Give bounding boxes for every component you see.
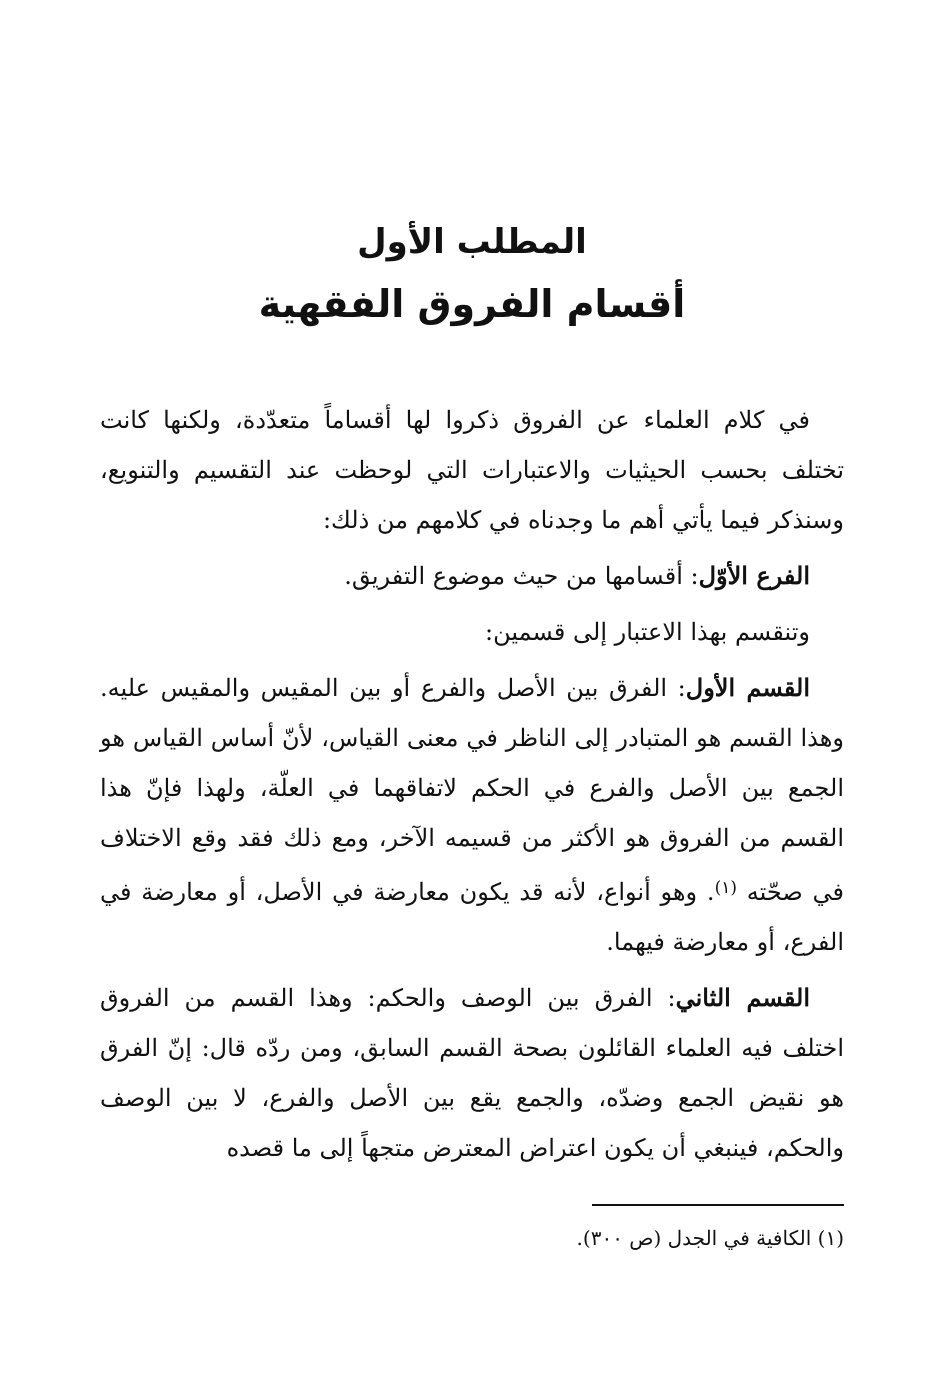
part2-paragraph: [100, 973, 844, 1173]
part2-text: : الفرق بين الوصف والحكم: وهذا القسم من الفروق اختلف فيه العلماء القائلون بصحة القسم السابق، ومن ردّه قال: إنّ الفرق هو نقيض الجمع وضدّه، والجمع يقع بين الأصل والفرع، لا بين الوصف والحكم، فينبغي أن يكون اعتراض المعترض متجهاً إلى ما قصده: [100, 984, 844, 1162]
branch1-paragraph: [100, 551, 844, 601]
footnote-1: (١) الكافية في الجدل (ص ٣٠٠).: [576, 1226, 844, 1250]
part1-lead: القسم الأول: [685, 673, 810, 702]
part1-text-a: : الفرق بين الأصل والفرع أو بين المقيس والمقيس عليه. وهذا القسم هو المتبادر إلى الناظر في معنى القياس، لأنّ أساس القياس هو الجمع بين الأصل والفرع في الحكم لاتفاقهما في العلّة، ولهذا فإنّ هذا القسم من الفروق هو الأكثر من قسيمه الآخر، ومع ذلك فقد وقع الاختلاف في صحّته: [100, 674, 844, 906]
part2-lead: القسم الثاني: [675, 983, 811, 1012]
footnote-divider: [592, 1204, 844, 1206]
divides-paragraph: وتنقسم بهذا الاعتبار إلى قسمين:: [485, 618, 810, 646]
branch1-lead: الفرع الأوّل: [698, 561, 810, 590]
section-title: أقسام الفروق الفقهية: [258, 282, 686, 326]
branch1-text: : أقسامها من حيث موضوع التفريق.: [344, 562, 699, 590]
footnote-reference: (١): [714, 878, 737, 898]
part1-text-b: . وهو أنواع، لأنه قد يكون معارضة في الأصل، أو معارضة في الفرع، أو معارضة فيهما.: [100, 878, 844, 956]
main-text: [100, 395, 844, 1179]
part1-paragraph: [100, 663, 844, 967]
intro-paragraph: في كلام العلماء عن الفروق ذكروا لها أقساماً متعدّدة، ولكنها كانت تختلف بحسب الحيثيات والاعتبارات التي لوحظت عند التقسيم والتنويع، وسنذكر فيما يأتي أهم ما وجدناه في كلامهم من ذلك:: [100, 406, 844, 534]
section-heading: المطلب الأول: [357, 222, 587, 262]
